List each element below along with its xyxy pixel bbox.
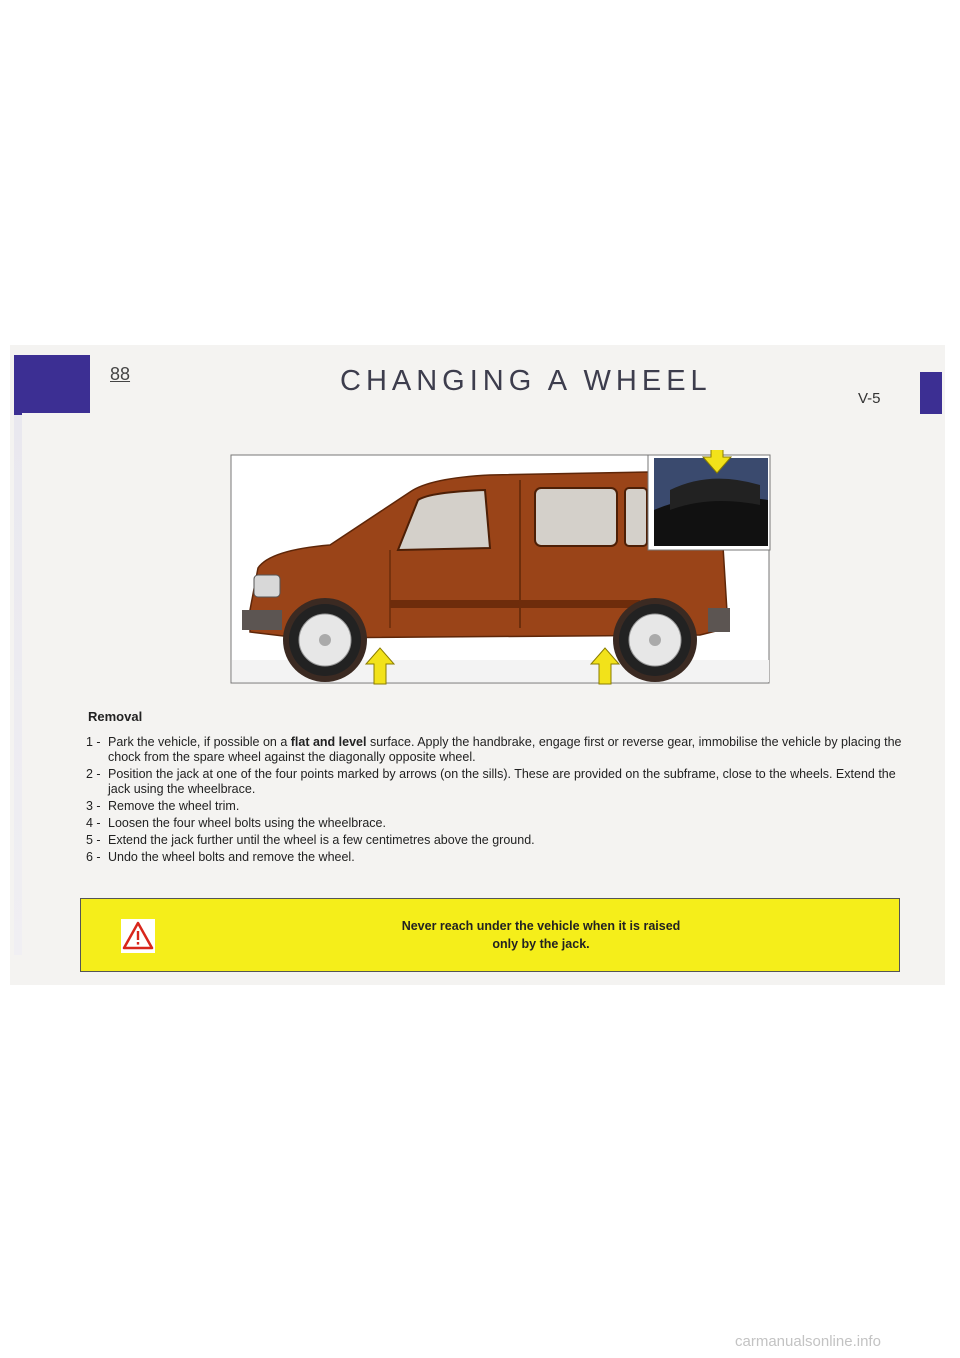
- list-item: [86, 833, 906, 848]
- list-item: [86, 850, 906, 865]
- removal-steps: [86, 735, 906, 867]
- rear-window-2: [625, 488, 647, 546]
- warning-triangle-icon: [121, 919, 155, 953]
- page-title: CHANGING A WHEEL: [340, 365, 712, 397]
- front-bumper: [242, 610, 282, 630]
- jack-point-inset-photo: [648, 455, 770, 550]
- removal-heading: Removal: [88, 709, 143, 724]
- rear-window-1: [535, 488, 617, 546]
- list-item: [86, 799, 906, 814]
- front-wheel: [289, 604, 361, 676]
- section-code: V-5: [858, 390, 881, 407]
- step-text: Position the jack at one of the four points marked by arrows (on the sills). These are provided on the subframe, close to the wheels. Extend the jack using the wheelbrace.: [108, 767, 896, 796]
- page-number: 88: [110, 364, 131, 384]
- step-number: 4 -: [86, 816, 101, 830]
- warning-box: [80, 898, 900, 972]
- watermark: carmanualsonline.info: [735, 1333, 881, 1350]
- car-illustration: [230, 450, 775, 685]
- step-text: Park the vehicle, if possible on a flat and level surface. Apply the handbrake, engage first or reverse gear, immobilise the vehicle by placing the chock from the spare wheel against the diagonally opposite wheel.: [108, 735, 902, 764]
- step-number: 6 -: [86, 850, 101, 864]
- rear-wheel: [619, 604, 691, 676]
- list-item: [86, 767, 906, 797]
- warning-text: [231, 917, 851, 953]
- rear-bumper: [708, 608, 730, 632]
- chapter-tab-right: [920, 372, 942, 414]
- headlight: [254, 575, 280, 597]
- step-text: Undo the wheel bolts and remove the wheel.: [108, 850, 355, 864]
- list-item: [86, 816, 906, 831]
- warning-line-2: only by the jack.: [492, 937, 590, 951]
- step-number: 1 -: [86, 735, 101, 749]
- car-side-view-drawing: [230, 450, 775, 685]
- left-edge-strip: [14, 355, 22, 955]
- step-text: Loosen the four wheel bolts using the wheelbrace.: [108, 816, 386, 830]
- warning-line-1: Never reach under the vehicle when it is raised: [401, 919, 681, 933]
- step-text: Extend the jack further until the wheel is a few centimetres above the ground.: [108, 833, 535, 847]
- step-number: 3 -: [86, 799, 101, 813]
- step-number: 5 -: [86, 833, 101, 847]
- step-text: Remove the wheel trim.: [108, 799, 240, 813]
- chapter-tab-left: [22, 355, 90, 413]
- list-item: [86, 735, 906, 765]
- side-strip: [390, 600, 640, 608]
- step-number: 2 -: [86, 767, 101, 781]
